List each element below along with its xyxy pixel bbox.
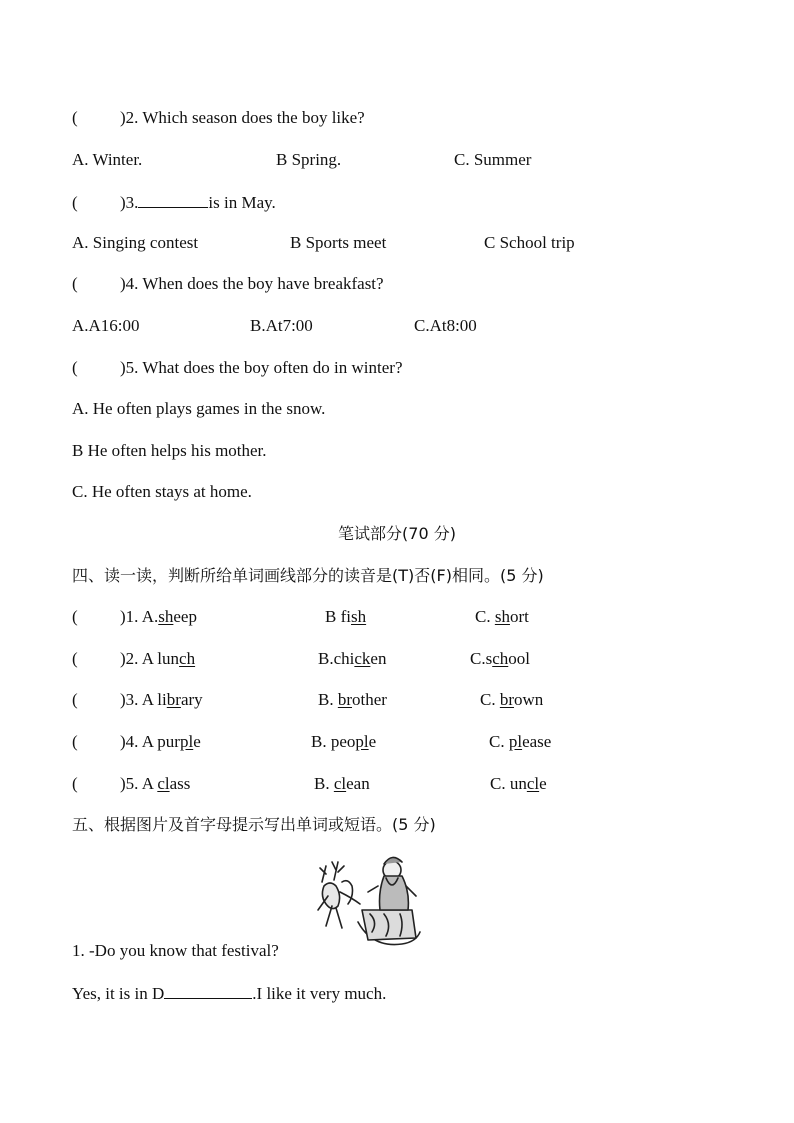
phonics-b: B. people <box>311 732 377 751</box>
phonics-b: B. clean <box>314 774 370 793</box>
option-c: C School trip <box>484 233 575 252</box>
answer-paren[interactable]: ( <box>72 649 78 668</box>
phonics-b: B fish <box>325 607 367 626</box>
phonics-c: C.school <box>470 649 530 668</box>
phonics-b: B. brother <box>318 690 387 709</box>
answer-paren[interactable]: ( <box>72 690 78 709</box>
phonics-a: )3. A library <box>120 690 203 709</box>
phonics-c: C. short <box>475 607 529 626</box>
question-text: When does the boy have breakfast? <box>142 274 384 293</box>
phonics-row <box>72 649 195 669</box>
question-3: ( )3. is in May. <box>72 193 276 212</box>
option-b: B Sports meet <box>290 233 387 252</box>
written-section-title: 笔试部分(70 分) <box>338 524 456 543</box>
option-b: B.At7:00 <box>250 316 313 335</box>
phonics-c: C. please <box>489 732 552 751</box>
option-c: C. Summer <box>454 150 532 169</box>
option-a: A.A16:00 <box>72 316 140 335</box>
answer-paren[interactable]: ( <box>72 732 78 751</box>
question-4: ( )4. When does the boy have breakfast? <box>72 274 384 293</box>
question-2: ( )2. Which season does the boy like? <box>72 108 365 127</box>
question-text: What does the boy often do in winter? <box>142 358 403 377</box>
section-5-title: 五、根据图片及首字母提示写出单词或短语。(5 分) <box>72 815 436 834</box>
santa-sleigh-picture <box>312 852 424 956</box>
phonics-b: B.chicken <box>318 649 387 668</box>
fill-blank[interactable] <box>138 191 208 208</box>
option-a: A. He often plays games in the snow. <box>72 399 326 418</box>
question-text: Which season does the boy like? <box>142 108 365 127</box>
phonics-a: )4. A purple <box>120 732 201 751</box>
phonics-a: )2. A lunch <box>120 649 196 668</box>
answer-paren[interactable]: ( <box>72 358 78 377</box>
fill-blank[interactable] <box>164 982 252 999</box>
answer-paren[interactable]: ( <box>72 774 78 793</box>
question-5: ( )5. What does the boy often do in winter? <box>72 358 403 377</box>
section-5-answer-line: Yes, it is in D .I like it very much. <box>72 984 387 1003</box>
answer-paren[interactable]: ( <box>72 607 78 626</box>
option-a: A. Winter. <box>72 150 143 169</box>
option-c: C. He often stays at home. <box>72 482 252 501</box>
option-a: A. Singing contest <box>72 233 199 252</box>
option-b: B He often helps his mother. <box>72 441 267 460</box>
section-5-question-1: 1. -Do you know that festival? <box>72 941 279 960</box>
phonics-c: C. uncle <box>490 774 547 793</box>
phonics-a: )5. A class <box>120 774 191 793</box>
phonics-row <box>72 607 197 627</box>
answer-paren[interactable]: ( <box>72 108 78 127</box>
answer-paren[interactable]: ( <box>72 193 78 212</box>
phonics-row <box>72 690 203 710</box>
option-c: C.At8:00 <box>414 316 477 335</box>
phonics-a: )1. A.sheep <box>120 607 197 626</box>
option-b: B Spring. <box>276 150 342 169</box>
answer-paren[interactable]: ( <box>72 274 78 293</box>
section-4-title: 四、读一读，判断所给单词画线部分的读音是(T)否(F)相同。(5 分) <box>72 566 544 585</box>
phonics-row <box>72 732 201 752</box>
phonics-c: C. brown <box>480 690 544 709</box>
phonics-row <box>72 774 190 794</box>
